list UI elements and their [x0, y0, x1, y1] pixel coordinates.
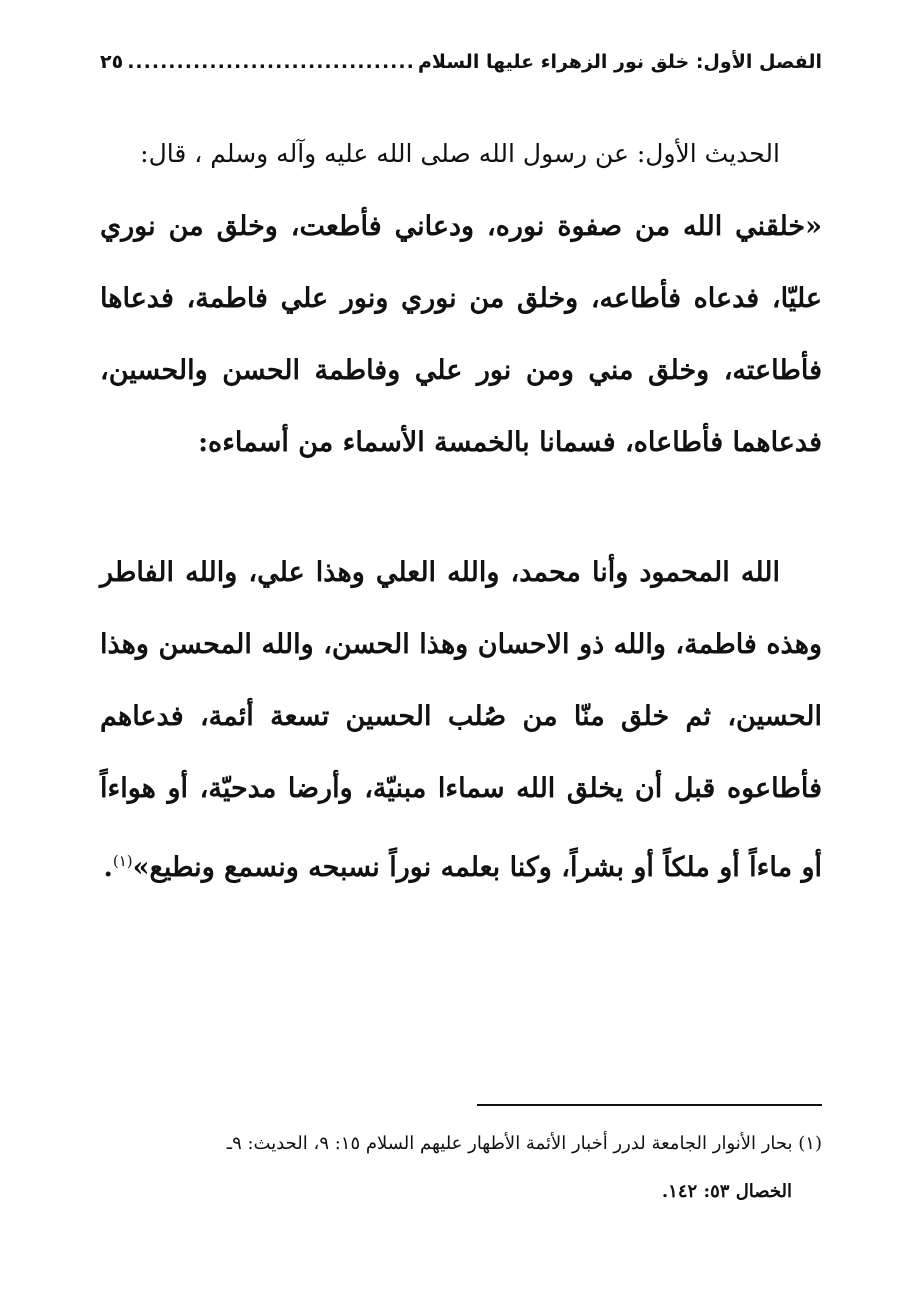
chapter-title: الفصل الأول: خلق نور الزهراء عليها السلام	[418, 51, 822, 73]
end-mark: .	[103, 852, 113, 883]
footnote-1-continuation: الخصال ٥٣: ١٤٢.	[661, 1181, 792, 1202]
hadith-text-part2	[100, 537, 822, 904]
hadith-text-part2-content: الله المحمود وأنا محمد، والله العلي وهذا علي، والله الفاطر وهذه فاطمة، والله ذو الاحسان وهذا الحسن، والله المحسن وهذا الحسين، ثم خلق منّا من صُلب الحسين تسعة أئمة، فدعاهم فأطاعوه قبل أن يخلق الله سماءا مبنيّة، وأرضا مدحيّة، أو هواءاً أو ماءاً أو ملكاً أو بشراً، وكنا بعلمه نوراً نسبحه ونسمع ونطيع»	[100, 557, 822, 883]
book-page	[100, 40, 822, 1260]
footnote-reference[interactable]: (١)	[112, 852, 133, 870]
page-number: ٢٥	[100, 51, 124, 73]
hadith-text-part1-content: «خلقني الله من صفوة نوره، ودعاني فأطعت، وخلق من نوري عليّا، فدعاه فأطاعه، وخلق من نوري ونور علي فاطمة، فدعاها فأطاعته، وخلق مني ومن نور علي وفاطمة الحسن والحسين، فدعاهما فأطاعاه، فسمانا بالخمسة الأسماء من أسماءه:	[100, 211, 822, 458]
hadith-intro: الحديث الأول: عن رسول الله صلى الله عليه وآله وسلم ، قال:	[140, 139, 780, 168]
leader-dots	[127, 51, 414, 73]
footnote-separator	[477, 1104, 822, 1106]
footnote-1: (١) بحار الأنوار الجامعة لدرر أخبار الأئمة الأطهار عليهم السلام ١٥: ٩، الحديث: ٩ـ	[226, 1133, 822, 1154]
footnotes	[100, 1120, 822, 1216]
hadith-text-part1	[100, 191, 822, 479]
running-header	[100, 40, 822, 84]
